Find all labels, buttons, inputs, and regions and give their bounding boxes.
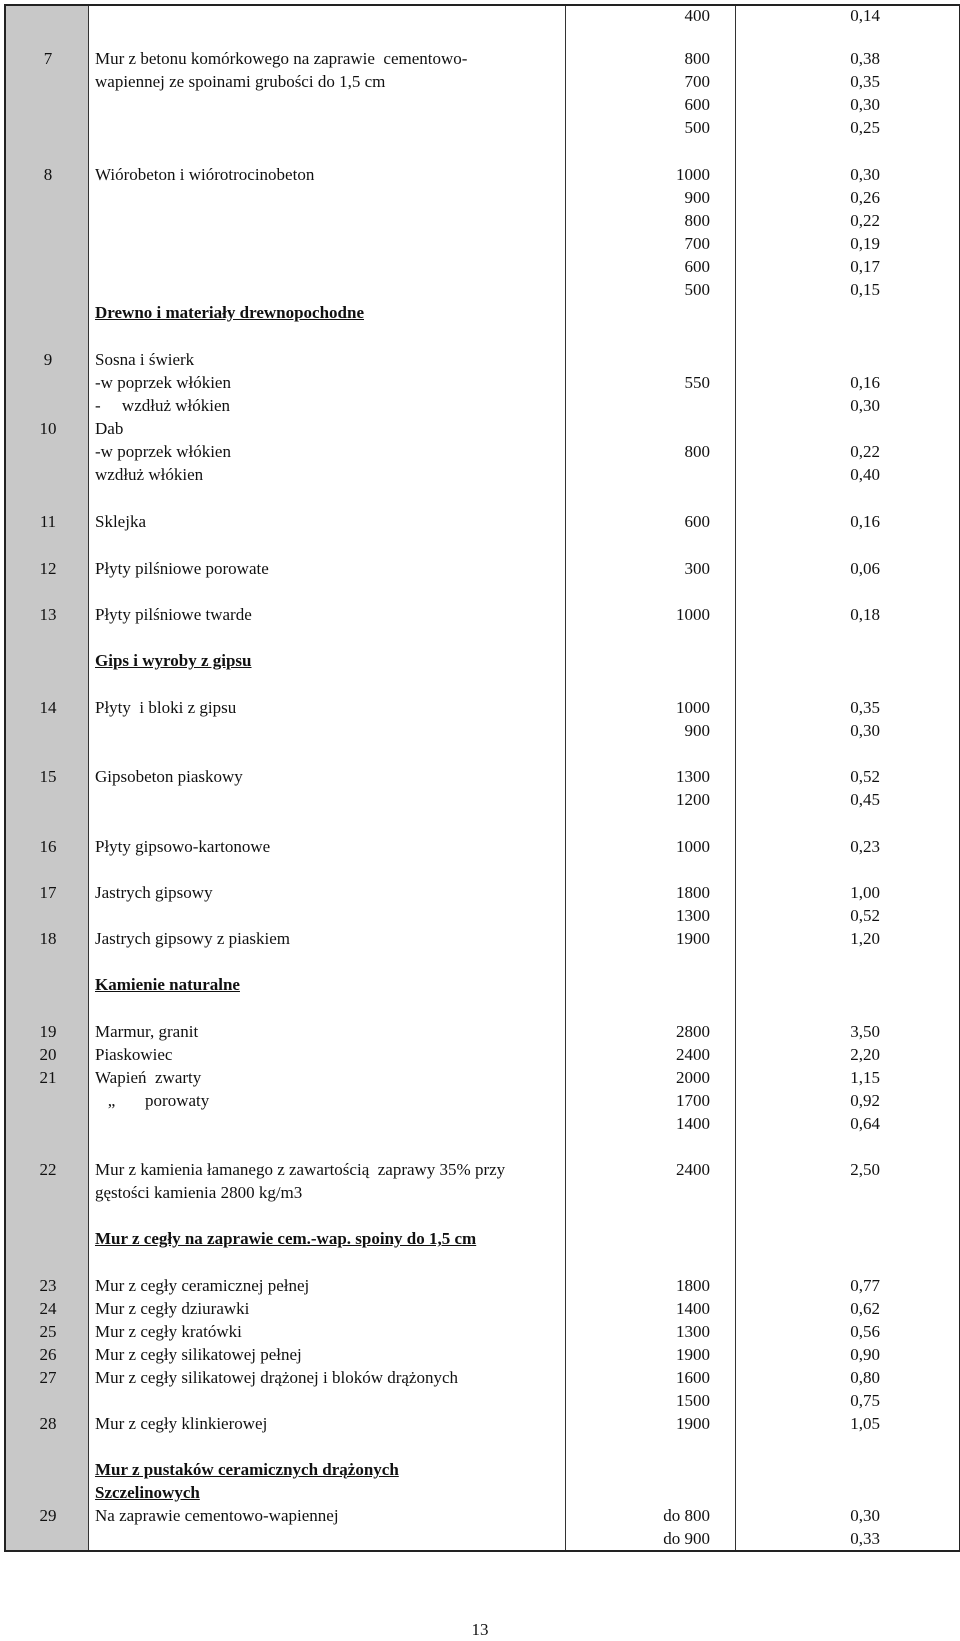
row-number: 8: [43, 165, 53, 184]
material-name: wapiennej ze spoinami grubości do 1,5 cm: [95, 72, 386, 91]
conductivity-value: 0,30: [850, 165, 880, 184]
row-number: 12: [39, 559, 57, 578]
material-name: Piaskowiec: [95, 1045, 173, 1064]
conductivity-value: 0,19: [850, 234, 880, 253]
conductivity-value: 0,92: [850, 1091, 880, 1110]
density-value: 1200: [676, 790, 710, 809]
conductivity-value: 2,20: [850, 1045, 880, 1064]
conductivity-value: 0,75: [850, 1391, 880, 1410]
density-value: 1300: [676, 767, 710, 786]
conductivity-value: 0,23: [850, 837, 880, 856]
conductivity-value: 0,18: [850, 605, 880, 624]
row-number: 9: [43, 350, 53, 369]
row-number: 26: [39, 1345, 57, 1364]
row-number: 23: [39, 1276, 57, 1295]
material-name: Jastrych gipsowy: [95, 883, 213, 902]
conductivity-value: 0,30: [850, 721, 880, 740]
conductivity-value: 0,22: [850, 211, 880, 230]
density-value: 2400: [676, 1160, 710, 1179]
conductivity-value: 0,14: [850, 6, 880, 25]
section-heading: Mur z pustaków ceramicznych drążonych: [95, 1460, 399, 1479]
conductivity-value: 0,45: [850, 790, 880, 809]
material-name: Płyty i bloki z gipsu: [95, 698, 237, 717]
page-number: 13: [471, 1620, 489, 1639]
density-value: do 900: [663, 1529, 710, 1548]
density-value: 1000: [676, 698, 710, 717]
density-value: 1400: [676, 1299, 710, 1318]
material-name: Mur z cegły ceramicznej pełnej: [95, 1276, 310, 1295]
row-number: 28: [39, 1414, 57, 1433]
conductivity-value: 1,20: [850, 929, 880, 948]
density-value: do 800: [663, 1506, 710, 1525]
density-value: 2000: [676, 1068, 710, 1087]
section-heading: Mur z cegły na zaprawie cem.-wap. spoiny do 1,5 cm: [95, 1229, 477, 1248]
conductivity-value: 0,06: [850, 559, 880, 578]
density-value: 600: [684, 95, 710, 114]
material-name: Płyty pilśniowe twarde: [95, 605, 252, 624]
density-value: 1900: [676, 1345, 710, 1364]
material-name: Płyty gipsowo-kartonowe: [95, 837, 271, 856]
density-value: 1800: [676, 1276, 710, 1295]
conductivity-value: 0,80: [850, 1368, 880, 1387]
density-value: 1900: [676, 1414, 710, 1433]
density-value: 600: [684, 257, 710, 276]
material-name: Mur z cegły silikatowej drążonej i bloków drążonych: [95, 1368, 459, 1387]
conductivity-value: 0,30: [850, 396, 880, 415]
material-name: Mur z kamienia łamanego z zawartością zaprawy 35% przy: [95, 1160, 506, 1179]
row-number: 20: [39, 1045, 57, 1064]
density-value: 1500: [676, 1391, 710, 1410]
density-value: 1900: [676, 929, 710, 948]
row-number: 16: [39, 837, 57, 856]
row-number: 24: [39, 1299, 57, 1318]
density-value: 1800: [676, 883, 710, 902]
density-value: 800: [684, 49, 710, 68]
density-value: 900: [684, 721, 710, 740]
material-name: wzdłuż włókien: [95, 465, 204, 484]
density-value: 900: [684, 188, 710, 207]
material-name: Sosna i świerk: [95, 350, 195, 369]
density-value: 300: [684, 559, 710, 578]
density-value: 2400: [676, 1045, 710, 1064]
column-divider: [735, 6, 736, 1550]
conductivity-value: 0,56: [850, 1322, 880, 1341]
conductivity-value: 0,90: [850, 1345, 880, 1364]
section-heading: Gips i wyroby z gipsu: [95, 651, 252, 670]
conductivity-value: 1,05: [850, 1414, 880, 1433]
density-value: 700: [684, 234, 710, 253]
density-value: 500: [684, 280, 710, 299]
material-name: -w poprzek włókien: [95, 373, 231, 392]
density-value: 1600: [676, 1368, 710, 1387]
conductivity-value: 0,30: [850, 95, 880, 114]
material-name: Wiórobeton i wiórotrocinobeton: [95, 165, 315, 184]
density-value: 1000: [676, 165, 710, 184]
section-heading: Drewno i materiały drewnopochodne: [95, 303, 365, 322]
conductivity-value: 0,26: [850, 188, 880, 207]
conductivity-value: 0,64: [850, 1114, 880, 1133]
density-value: 800: [684, 442, 710, 461]
section-heading: Kamienie naturalne: [95, 975, 240, 994]
conductivity-value: 0,25: [850, 118, 880, 137]
material-name: Płyty pilśniowe porowate: [95, 559, 269, 578]
material-name: Mur z cegły silikatowej pełnej: [95, 1345, 302, 1364]
density-value: 700: [684, 72, 710, 91]
density-value: 2800: [676, 1022, 710, 1041]
row-number: 21: [39, 1068, 57, 1087]
density-value: 1300: [676, 906, 710, 925]
conductivity-value: 0,62: [850, 1299, 880, 1318]
row-number: 7: [43, 49, 53, 68]
material-name: -w poprzek włókien: [95, 442, 231, 461]
conductivity-value: 0,35: [850, 698, 880, 717]
density-value: 400: [684, 6, 710, 25]
material-name: Marmur, granit: [95, 1022, 199, 1041]
density-value: 500: [684, 118, 710, 137]
material-name: Mur z cegły klinkierowej: [95, 1414, 268, 1433]
material-name: Mur z cegły dziurawki: [95, 1299, 250, 1318]
density-value: 1700: [676, 1091, 710, 1110]
row-number: 22: [39, 1160, 57, 1179]
material-name: „ porowaty: [95, 1091, 210, 1110]
conductivity-value: 0,16: [850, 373, 880, 392]
density-value: 1400: [676, 1114, 710, 1133]
density-value: 550: [684, 373, 710, 392]
column-divider: [565, 6, 566, 1550]
row-number: 11: [39, 512, 57, 531]
conductivity-value: 0,77: [850, 1276, 880, 1295]
row-number: 13: [39, 605, 57, 624]
row-number: 10: [39, 419, 57, 438]
conductivity-value: 0,30: [850, 1506, 880, 1525]
row-number: 29: [39, 1506, 57, 1525]
conductivity-value: 0,40: [850, 465, 880, 484]
row-number: 27: [39, 1368, 57, 1387]
conductivity-value: 0,52: [850, 767, 880, 786]
material-name: - wzdłuż włókien: [95, 396, 231, 415]
material-name: gęstości kamienia 2800 kg/m3: [95, 1183, 303, 1202]
conductivity-value: 1,00: [850, 883, 880, 902]
conductivity-value: 0,22: [850, 442, 880, 461]
material-name: Dab: [95, 419, 124, 438]
material-name: Na zaprawie cementowo-wapiennej: [95, 1506, 339, 1525]
material-name: Gipsobeton piaskowy: [95, 767, 243, 786]
conductivity-value: 0,17: [850, 257, 880, 276]
density-value: 1000: [676, 837, 710, 856]
section-heading: Szczelinowych: [95, 1483, 200, 1502]
row-number: 25: [39, 1322, 57, 1341]
material-name: Mur z cegły kratówki: [95, 1322, 242, 1341]
row-number: 19: [39, 1022, 57, 1041]
conductivity-value: 0,35: [850, 72, 880, 91]
conductivity-value: 1,15: [850, 1068, 880, 1087]
density-value: 600: [684, 512, 710, 531]
density-value: 1000: [676, 605, 710, 624]
conductivity-value: 0,52: [850, 906, 880, 925]
conductivity-value: 0,33: [850, 1529, 880, 1548]
conductivity-value: 0,38: [850, 49, 880, 68]
material-name: Sklejka: [95, 512, 146, 531]
density-value: 800: [684, 211, 710, 230]
material-name: Mur z betonu komórkowego na zaprawie cementowo-: [95, 49, 468, 68]
row-number: 15: [39, 767, 57, 786]
row-number: 17: [39, 883, 57, 902]
row-number: 18: [39, 929, 57, 948]
conductivity-value: 0,15: [850, 280, 880, 299]
material-name: Jastrych gipsowy z piaskiem: [95, 929, 290, 948]
conductivity-value: 0,16: [850, 512, 880, 531]
density-value: 1300: [676, 1322, 710, 1341]
conductivity-value: 2,50: [850, 1160, 880, 1179]
conductivity-value: 3,50: [850, 1022, 880, 1041]
row-number: 14: [39, 698, 57, 717]
material-name: Wapień zwarty: [95, 1068, 202, 1087]
